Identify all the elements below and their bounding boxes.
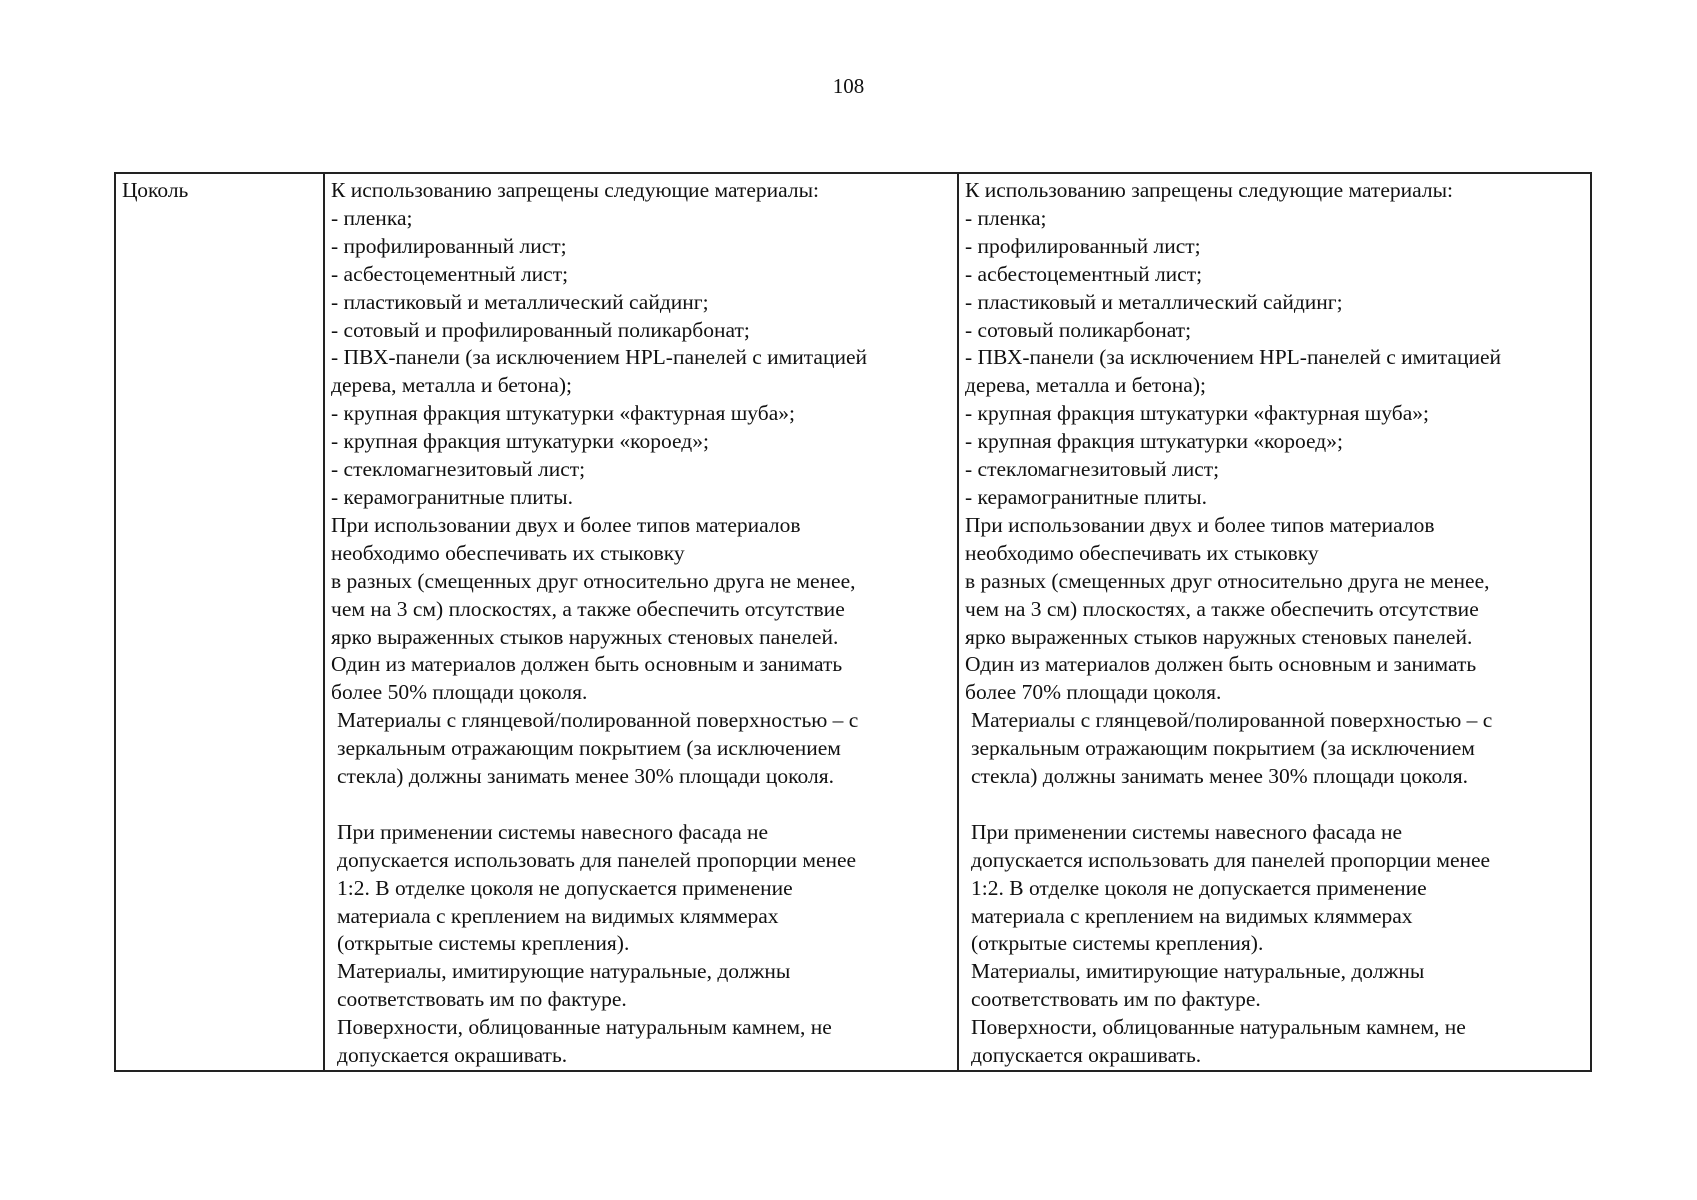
facade-paragraph-line: соответствовать им по фактуре.: [337, 987, 627, 1012]
joining-paragraph-line: чем на 3 см) плоскостях, а также обеспечить отсутствие: [965, 596, 1479, 621]
list-item: - пластиковый и металлический сайдинг;: [965, 289, 1343, 314]
facade-paragraph-line: (открытые системы крепления).: [337, 931, 630, 956]
facade-paragraph-line: материала с креплением на видимых кляммерах: [337, 903, 779, 928]
paragraph-spacer: [965, 791, 1584, 819]
joining-paragraph-line: необходимо обеспечивать их стыковку: [965, 540, 1319, 565]
list-item: дерева, металла и бетона);: [965, 373, 1206, 398]
joining-paragraph-line: Один из материалов должен быть основным и занимать: [965, 652, 1477, 677]
facade-paragraph-line: допускается использовать для панелей пропорции менее: [971, 847, 1491, 872]
joining-paragraph-line: При использовании двух и более типов материалов: [965, 512, 1435, 537]
list-item: - пленка;: [965, 205, 1047, 230]
column-cell: [958, 173, 1591, 1071]
table-row: [115, 173, 1591, 1071]
list-item: - асбестоцементный лист;: [965, 261, 1203, 286]
facade-paragraph-line: 1:2. В отделке цоколя не допускается применение: [337, 875, 793, 900]
glossy-paragraph-line: стекла) должны занимать менее 30% площади цоколя.: [337, 764, 834, 789]
list-item: - ПВХ-панели (за исключением HPL-панелей с имитацией: [331, 345, 868, 370]
glossy-paragraph-line: Материалы с глянцевой/полированной поверхностью – с: [971, 708, 1493, 733]
facade-paragraph-line: Поверхности, облицованные натуральным камнем, не: [337, 1015, 832, 1040]
list-item: - стекломагнезитовый лист;: [331, 457, 586, 482]
glossy-paragraph-line: Материалы с глянцевой/полированной поверхностью – с: [337, 708, 859, 733]
joining-paragraph-line: чем на 3 см) плоскостях, а также обеспечить отсутствие: [331, 596, 845, 621]
row-label-cell: [115, 173, 324, 1071]
list-item: - профилированный лист;: [965, 233, 1201, 258]
page-number: 108: [832, 74, 865, 98]
facade-paragraph-line: допускается окрашивать.: [971, 1043, 1202, 1068]
joining-paragraph-line: ярко выраженных стыков наружных стеновых панелей.: [965, 624, 1473, 649]
row-label: Цоколь: [122, 178, 189, 202]
list-item: - сотовый и профилированный поликарбонат;: [331, 317, 750, 342]
facade-paragraph-line: Материалы, имитирующие натуральные, должны: [337, 959, 791, 984]
facade-paragraph-line: (открытые системы крепления).: [971, 931, 1264, 956]
facade-paragraph-line: материала с креплением на видимых кляммерах: [971, 903, 1413, 928]
list-intro: К использованию запрещены следующие материалы:: [965, 178, 1454, 202]
facade-paragraph-line: соответствовать им по фактуре.: [971, 987, 1261, 1012]
facade-paragraph-line: допускается окрашивать.: [337, 1043, 568, 1068]
joining-paragraph-line: Один из материалов должен быть основным и занимать: [331, 652, 843, 677]
glossy-paragraph-line: стекла) должны занимать менее 30% площади цоколя.: [971, 764, 1468, 789]
list-item: - ПВХ-панели (за исключением HPL-панелей с имитацией: [965, 345, 1502, 370]
list-intro: К использованию запрещены следующие материалы:: [331, 178, 820, 202]
joining-paragraph-line: более 70% площади цоколя.: [965, 680, 1222, 705]
facade-paragraph-line: При применении системы навесного фасада не: [337, 819, 769, 844]
list-item: - пластиковый и металлический сайдинг;: [331, 289, 709, 314]
column-cell: [324, 173, 958, 1071]
facade-paragraph-line: При применении системы навесного фасада не: [971, 819, 1403, 844]
list-item: - крупная фракция штукатурки «фактурная шуба»;: [331, 401, 795, 426]
list-item: - крупная фракция штукатурки «короед»;: [965, 429, 1343, 454]
facade-paragraph-line: Материалы, имитирующие натуральные, должны: [971, 959, 1425, 984]
list-item: - керамогранитные плиты.: [965, 484, 1207, 509]
joining-paragraph-line: необходимо обеспечивать их стыковку: [331, 540, 685, 565]
glossy-paragraph-line: зеркальным отражающим покрытием (за исключением: [971, 736, 1475, 761]
list-item: - керамогранитные плиты.: [331, 484, 573, 509]
joining-paragraph-line: При использовании двух и более типов материалов: [331, 512, 801, 537]
requirements-table: [114, 172, 1592, 1072]
list-item: - пленка;: [331, 205, 413, 230]
list-item: - асбестоцементный лист;: [331, 261, 569, 286]
joining-paragraph-line: в разных (смещенных друг относительно друга не менее,: [965, 568, 1490, 593]
list-item: дерева, металла и бетона);: [331, 373, 572, 398]
joining-paragraph-line: ярко выраженных стыков наружных стеновых панелей.: [331, 624, 839, 649]
facade-paragraph-line: 1:2. В отделке цоколя не допускается применение: [971, 875, 1427, 900]
list-item: - профилированный лист;: [331, 233, 567, 258]
list-item: - сотовый поликарбонат;: [965, 317, 1192, 342]
list-item: - стекломагнезитовый лист;: [965, 457, 1220, 482]
list-item: - крупная фракция штукатурки «короед»;: [331, 429, 709, 454]
list-item: - крупная фракция штукатурки «фактурная шуба»;: [965, 401, 1429, 426]
glossy-paragraph-line: зеркальным отражающим покрытием (за исключением: [337, 736, 841, 761]
joining-paragraph-line: более 50% площади цоколя.: [331, 680, 588, 705]
facade-paragraph-line: Поверхности, облицованные натуральным камнем, не: [971, 1015, 1466, 1040]
paragraph-spacer: [331, 791, 951, 819]
joining-paragraph-line: в разных (смещенных друг относительно друга не менее,: [331, 568, 856, 593]
facade-paragraph-line: допускается использовать для панелей пропорции менее: [337, 847, 857, 872]
